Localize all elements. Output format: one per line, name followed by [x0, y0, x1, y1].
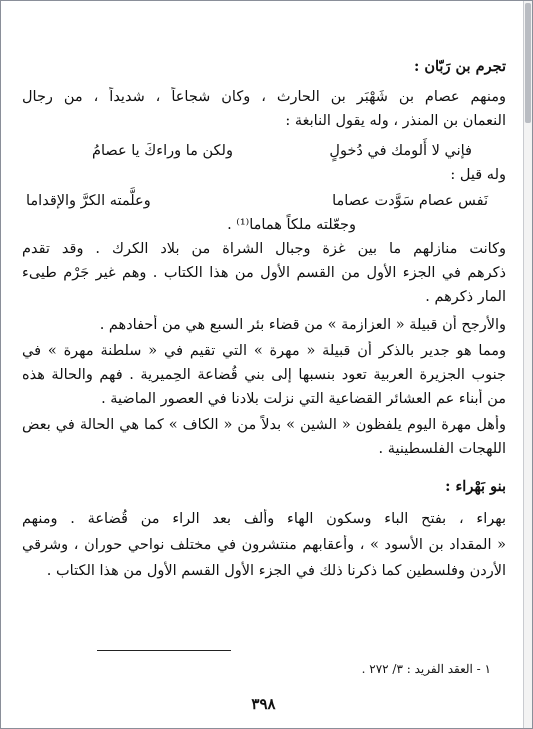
text-line: ومنهم عصام بن شَهْبَر بن الحارث ، وكان شجاعاً ، شديداً ، من رجال	[22, 89, 506, 105]
text-line: وأهل مهرة اليوم يلفظون « الشين » بدلاً من « الكاف » كما هي الحالة في بعض	[22, 417, 506, 433]
text-line: من أبناء عم العشائر القضاعية التي نزلت بلادنا في العصور الماضية .	[101, 391, 506, 407]
section-heading-jarm: تجرم بن رَبّان :	[413, 58, 506, 75]
text-line: ومما هو جدير بالذكر أن قبيلة « مهرة » التي تقيم في « سلطنة مهرة » في	[22, 343, 506, 359]
text-line: النعمان بن المنذر ، وله يقول النابغة :	[285, 113, 506, 129]
text-line: وله قيل :	[450, 167, 506, 183]
poem-hemistich-center: وجعّلته ملكاً هماما⁽¹⁾ .	[227, 217, 356, 233]
page-number: ٣٩٨	[251, 695, 276, 713]
text-line: ذكرهم في الجزء الأول من القسم الأول من هذا الكتاب . وهم غير جَرْم طيىء	[22, 265, 506, 281]
scrollbar-thumb[interactable]	[525, 3, 531, 123]
text-line: المار ذكرهم .	[425, 289, 506, 305]
text-line: والأرجح أن قبيلة « العزازمة » من قضاء بئر السبع هي من أحفادهم .	[99, 317, 506, 333]
vertical-scrollbar[interactable]	[523, 1, 532, 728]
text-line: وكانت منازلهم ما بين غزة وجبال الشراة من بلاد الكرك . وقد تقدم	[22, 241, 506, 257]
text-line: الأردن وفلسطين كما ذكرنا ذلك في الجزء الأول القسم الأول من هذا الكتاب .	[46, 563, 506, 579]
poem-hemistich-right: نَفس عصام سَوَّدت عصاما	[332, 193, 488, 209]
text-line: اللهجات الفلسطينية .	[378, 441, 506, 457]
text-line: جنوب الجزيرة العربية تعود بنسبها إلى بني قُضاعة الحِميرية . فهم والحالة هذه	[22, 367, 506, 383]
footnote-divider	[97, 650, 231, 651]
poem-hemistich-right: فإني لا أَلومك في دُخولٍ	[329, 143, 472, 159]
poem-hemistich-left: وعلَّمته الكرَّ والإقداما	[26, 193, 151, 209]
footnote: ١ - العقد الفريد : ٣/ ٢٧٢ .	[361, 662, 491, 676]
poem-hemistich-left: ولكن ما وراءكَ يا عصامُ	[92, 143, 233, 159]
book-page	[11, 11, 516, 716]
text-line: « المقداد بن الأسود » ، وأعقابهم منتشرون في مختلف نواحي حوران ، وشرقي	[22, 537, 506, 553]
section-heading-bahra: بنو بَهْراء :	[445, 478, 506, 495]
text-line: بهراء ، بفتح الباء وسكون الهاء وألف بعد الراء من قُضاعة . ومنهم	[22, 511, 506, 527]
